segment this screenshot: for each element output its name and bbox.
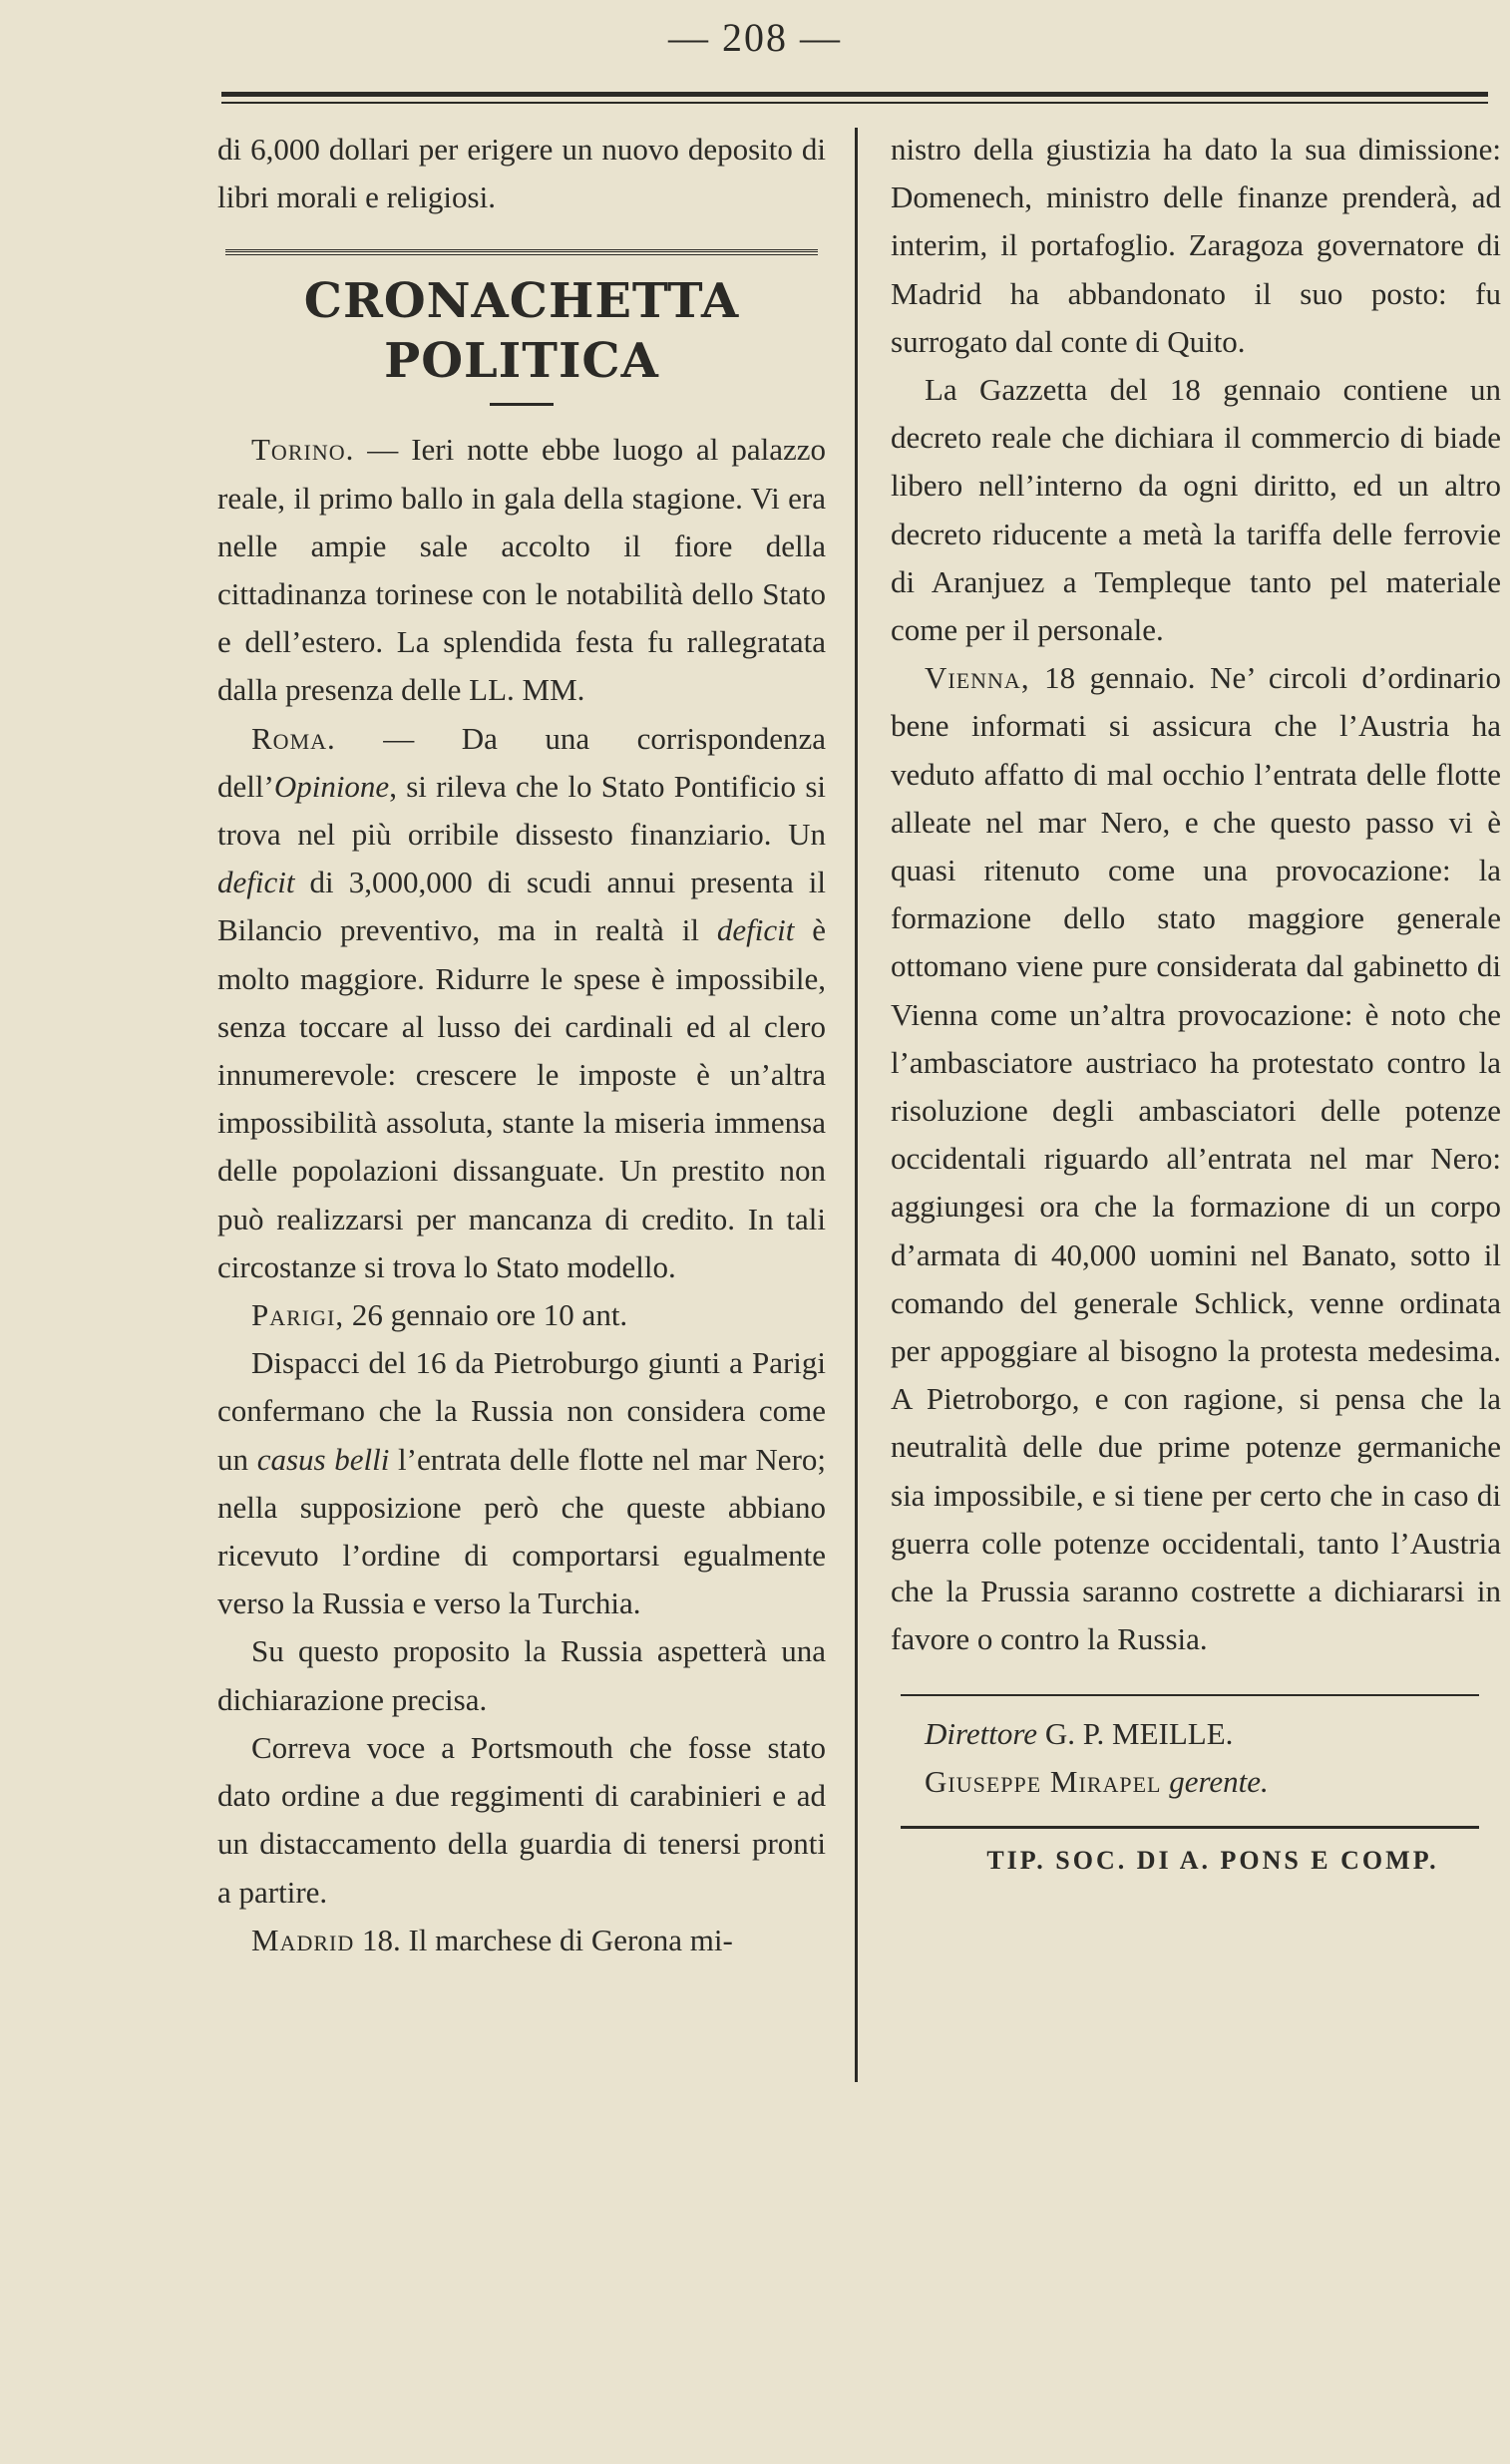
article-roma bbox=[217, 715, 826, 1291]
dateline-vienna: Vienna, bbox=[925, 660, 1030, 696]
header-rule bbox=[221, 92, 1488, 104]
page-number: — 208 — bbox=[668, 15, 842, 60]
article-parigi-2: Su questo proposito la Russia aspetterà una dichiarazione precisa. bbox=[217, 1633, 826, 1717]
section-separator bbox=[225, 249, 818, 255]
manager-name: Giuseppe Mirapel bbox=[925, 1763, 1162, 1799]
article-torino-text: — Ieri notte ebbe luogo al palazzo reale, il primo ballo in gala della stagione. Vi era nelle ampie sale accolto il fiore della cittadinanza torinese con le notabilità dello Stato e dell’estero. La splendida festa fu rallegratata dalla presenza delle LL. MM. bbox=[217, 432, 826, 708]
article-vienna-text: 18 gennaio. Ne’ circoli d’ordinario bene informati si assicura che l’Austria ha veduto affatto di mal occhio l’entrata delle flotte alleate nel mar Nero, e che questo passo vi è quasi ritenuto come una provocazione: la formazione dello stato maggiore generale ottomano viene pure considerata dal gabinetto di Vienna come un’altra provocazione: è noto che l’ambasciatore austriaco ha protestato contro la risoluzione degli ambasciatori delle potenze occidentali riguardo all’entrata nel mar Nero: aggiungesi ora che la formazione di un corpo d’armata di 40,000 uomini nel Banato, sotto il comando del generale Schlick, venne ordinata per appoggiare al bisogno la protesta medesima. A Pietroborgo, e con ragione, si pensa che la neutralità delle due prime potenze germaniche sia impossibile, e si tiene per certo che in caso di guerra colle potenze occidentali, tanto l’Austria che la Prussia saranno costrette a dichiararsi in favore o contro la Russia. bbox=[891, 660, 1501, 1657]
dateline-parigi: Parigi, bbox=[251, 1297, 345, 1333]
deficit-term: deficit bbox=[716, 912, 795, 948]
director-role: Direttore bbox=[925, 1715, 1038, 1751]
article-roma-text: è molto maggiore. Ridurre le spese è impossibile, senza toccare al lusso dei cardinali ed al clero innumerevole: crescere le imposte è un’altra impossibilità assoluta, stante la miseria immensa delle popolazioni dissanguate. Un prestito non può realizzarsi per mancanza di credito. In tali circostanze si trova lo Stato modello. bbox=[217, 912, 826, 1284]
article-parigi-text: l’entrata delle flotte nel mar Nero; nella supposizione però che queste abbiano ricevuto l’ordine di comportarsi egualmente verso la Russia e verso la Turchia. bbox=[217, 1441, 827, 1621]
title-rule bbox=[490, 403, 554, 406]
column-divider bbox=[855, 128, 858, 2082]
dateline-parigi-date: 26 gennaio ore 10 ant. bbox=[344, 1297, 628, 1333]
article-vienna bbox=[891, 654, 1501, 1663]
manager-line bbox=[891, 1758, 1501, 1806]
article-torino bbox=[217, 426, 826, 714]
opinione-title: Opinione bbox=[273, 768, 390, 804]
left-column bbox=[217, 126, 826, 1964]
printer-imprint: TIP. SOC. DI A. PONS E COMP. bbox=[986, 1845, 1439, 1875]
dateline-roma: Roma. bbox=[251, 720, 336, 756]
article-madrid bbox=[217, 1917, 826, 1964]
article-madrid-text: 18. Il marchese di Gerona mi- bbox=[354, 1922, 733, 1957]
continuation-paragraph: di 6,000 dollari per erigere un nuovo deposito di libri morali e religiosi. bbox=[217, 132, 826, 215]
right-column bbox=[891, 126, 1501, 1883]
article-madrid-continued: nistro della giustizia ha dato la sua dimissione: Domenech, ministro delle finanze prenderà, ad interim, il portafoglio. Zaragoza governatore di Madrid ha abbandonato il suo posto: fu surrogato dal conte di Quito. bbox=[891, 132, 1501, 359]
article-roma-text: — Da una corrispondenza dell’ bbox=[217, 720, 826, 804]
manager-role: gerente. bbox=[1161, 1763, 1269, 1799]
dateline-torino: Torino. bbox=[251, 432, 355, 468]
director-line bbox=[891, 1710, 1501, 1758]
dateline-madrid: Madrid bbox=[251, 1922, 355, 1957]
article-gazzetta: La Gazzetta del 18 gennaio contiene un decreto reale che dichiara il commercio di biade libero nell’interno da ogni diritto, ed un altro decreto riducente a metà la tariffa delle ferrovie di Aranjuez a Templeque tanto pel materiale come per il personale. bbox=[891, 372, 1501, 648]
director-name: G. P. MEILLE. bbox=[1037, 1715, 1234, 1751]
article-parigi-text: Dispacci del 16 da Pietroburgo giunti a Parigi confermano che la Russia non considera come un bbox=[217, 1345, 826, 1477]
article-roma-text: di 3,000,000 di scudi annui presenta il Bilancio preventivo, ma in realtà il bbox=[217, 865, 826, 948]
article-roma-text: , si rileva che lo Stato Pontificio si trova nel più orribile dissesto finanziario. Un bbox=[217, 768, 826, 853]
deficit-term: deficit bbox=[217, 865, 295, 900]
section-title: CRONACHETTA POLITICA bbox=[303, 273, 740, 390]
dateline-parigi-line bbox=[217, 1291, 826, 1339]
signature-rule bbox=[901, 1694, 1479, 1696]
article-parigi-3: Correva voce a Portsmouth che fosse stato dato ordine a due reggimenti di carabinieri e ad un distaccamento della guardia di tenersi pronti a partire. bbox=[217, 1729, 826, 1910]
printer-rule bbox=[901, 1826, 1479, 1829]
article-parigi-1 bbox=[217, 1339, 826, 1627]
casus-belli-term: casus belli bbox=[256, 1441, 390, 1477]
